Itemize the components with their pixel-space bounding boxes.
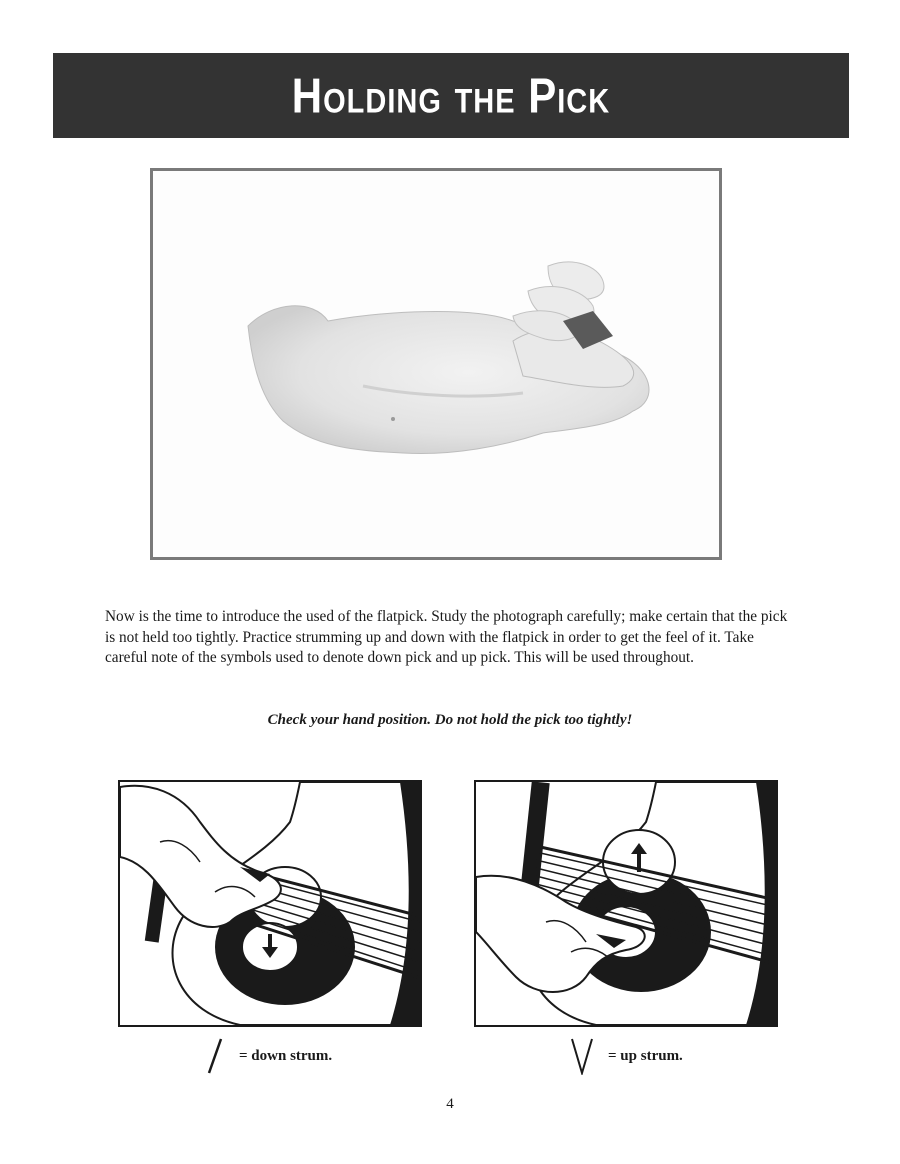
down-strum-diagram <box>118 780 422 1027</box>
down-strum-label: = down strum. <box>239 1047 333 1064</box>
up-strum-label: = up strum. <box>608 1047 683 1064</box>
hand-photo <box>150 168 722 560</box>
title-bar <box>53 53 849 138</box>
hand-holding-pick-image <box>153 171 719 557</box>
up-strum-v-icon <box>570 1037 594 1075</box>
down-strum-illustration <box>120 782 420 1025</box>
page-title: Holding the Pick <box>291 67 611 123</box>
up-strum-legend <box>570 1036 683 1076</box>
up-strum-illustration <box>476 782 776 1025</box>
down-strum-legend <box>205 1036 332 1076</box>
down-strum-slash-icon <box>205 1037 225 1075</box>
up-strum-diagram <box>474 780 778 1027</box>
caution-note: Check your hand position. Do not hold the pick too tightly! <box>267 712 633 728</box>
intro-paragraph: Now is the time to introduce the used of the flatpick. Study the photograph carefully; make certain that the pick is not held too tightly. Practice strumming up and down with the flatpick in order to get the feel of it. Take careful note of the symbols used to denote down pick and up pick. This will be used throughout. <box>105 608 788 667</box>
page-number: 4 <box>446 1096 454 1112</box>
